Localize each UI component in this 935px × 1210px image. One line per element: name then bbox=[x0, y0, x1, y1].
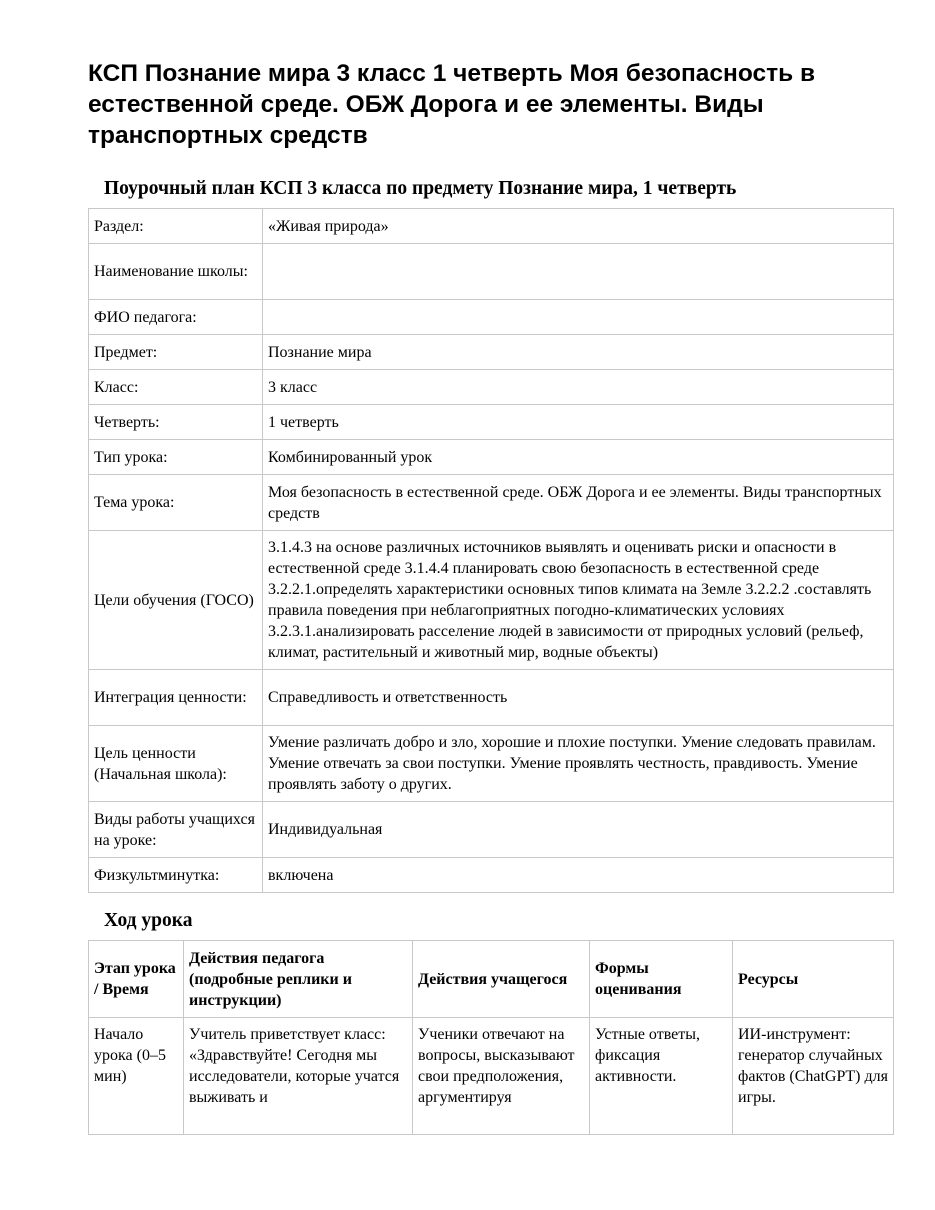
info-row-value-goal bbox=[89, 726, 894, 802]
info-label: Интеграция ценности: bbox=[89, 670, 263, 726]
info-value: «Живая природа» bbox=[263, 209, 894, 244]
info-value: Познание мира bbox=[263, 335, 894, 370]
page-title: КСП Познание мира 3 класс 1 четверть Моя безопасность в естественной среде. ОБЖ Дорога и ее элементы. Виды транспортных средств bbox=[88, 60, 816, 149]
info-row-topic bbox=[89, 475, 894, 531]
info-row-work-types bbox=[89, 802, 894, 858]
info-label: Наименование школы: bbox=[89, 244, 263, 300]
table-cell: Учитель приветствует класс: «Здравствуйте! Сегодня мы исследователи, которые учатся выживать и bbox=[184, 1018, 413, 1135]
lesson-heading: Ход урока bbox=[104, 910, 193, 931]
info-row-section bbox=[89, 209, 894, 244]
info-row-teacher bbox=[89, 300, 894, 335]
info-value bbox=[263, 244, 894, 300]
info-label: Виды работы учащихся на уроке: bbox=[89, 802, 263, 858]
lesson-table-header-row bbox=[89, 941, 894, 1018]
info-value: 3.1.4.3 на основе различных источников выявлять и оценивать риски и опасности в естественной среде 3.1.4.4 планировать свою безопасность в естественной среде 3.2.2.1.определять характеристики основных типов климата на Земле 3.2.2.2 .составлять правила поведения при неблагоприятных погодно-климатических условиях 3.2.3.1.анализировать расселение людей в зависимости от природных условий (рельеф, климат, растительный и животный мир, водные объекты) bbox=[263, 531, 894, 670]
table-cell: Устные ответы, фиксация активности. bbox=[590, 1018, 733, 1135]
info-label: Цель ценности (Начальная школа): bbox=[89, 726, 263, 802]
info-value: Комбинированный урок bbox=[263, 440, 894, 475]
info-value bbox=[263, 300, 894, 335]
info-value: 3 класс bbox=[263, 370, 894, 405]
plan-heading: Поурочный план КСП 3 класса по предмету Познание мира, 1 четверть bbox=[104, 178, 737, 199]
table-cell: ИИ-инструмент: генератор случайных фактов (ChatGPT) для игры. bbox=[733, 1018, 894, 1135]
info-row-exercise-break bbox=[89, 858, 894, 893]
column-header: Действия учащегося bbox=[413, 941, 590, 1018]
table-cell: Ученики отвечают на вопросы, высказывают свои предположения, аргументируя bbox=[413, 1018, 590, 1135]
table-cell: Начало урока (0–5 мин) bbox=[89, 1018, 184, 1135]
info-label: Предмет: bbox=[89, 335, 263, 370]
info-label: Тема урока: bbox=[89, 475, 263, 531]
info-row-value-integration bbox=[89, 670, 894, 726]
info-value: Справедливость и ответственность bbox=[263, 670, 894, 726]
info-label: Раздел: bbox=[89, 209, 263, 244]
info-value: 1 четверть bbox=[263, 405, 894, 440]
info-value: включена bbox=[263, 858, 894, 893]
table-row bbox=[89, 1018, 894, 1135]
column-header: Формы оценивания bbox=[590, 941, 733, 1018]
column-header: Ресурсы bbox=[733, 941, 894, 1018]
info-value: Индивидуальная bbox=[263, 802, 894, 858]
info-label: Класс: bbox=[89, 370, 263, 405]
info-row-subject bbox=[89, 335, 894, 370]
info-row-grade bbox=[89, 370, 894, 405]
info-label: Четверть: bbox=[89, 405, 263, 440]
info-value: Умение различать добро и зло, хорошие и плохие поступки. Умение следовать правилам. Умение отвечать за свои поступки. Умение проявлять честность, правдивость. Умение проявлять заботу о других. bbox=[263, 726, 894, 802]
info-label: Тип урока: bbox=[89, 440, 263, 475]
document-page bbox=[88, 58, 893, 1135]
lesson-info-table bbox=[88, 208, 894, 893]
info-row-learning-goals bbox=[89, 531, 894, 670]
info-row-lesson-type bbox=[89, 440, 894, 475]
lesson-flow-table bbox=[88, 940, 894, 1135]
info-row-quarter bbox=[89, 405, 894, 440]
info-label: Физкультминутка: bbox=[89, 858, 263, 893]
column-header: Этап урока / Время bbox=[89, 941, 184, 1018]
info-value: Моя безопасность в естественной среде. ОБЖ Дорога и ее элементы. Виды транспортных средств bbox=[263, 475, 894, 531]
info-row-school bbox=[89, 244, 894, 300]
info-label: Цели обучения (ГОСО) bbox=[89, 531, 263, 670]
column-header: Действия педагога (подробные реплики и инструкции) bbox=[184, 941, 413, 1018]
info-label: ФИО педагога: bbox=[89, 300, 263, 335]
